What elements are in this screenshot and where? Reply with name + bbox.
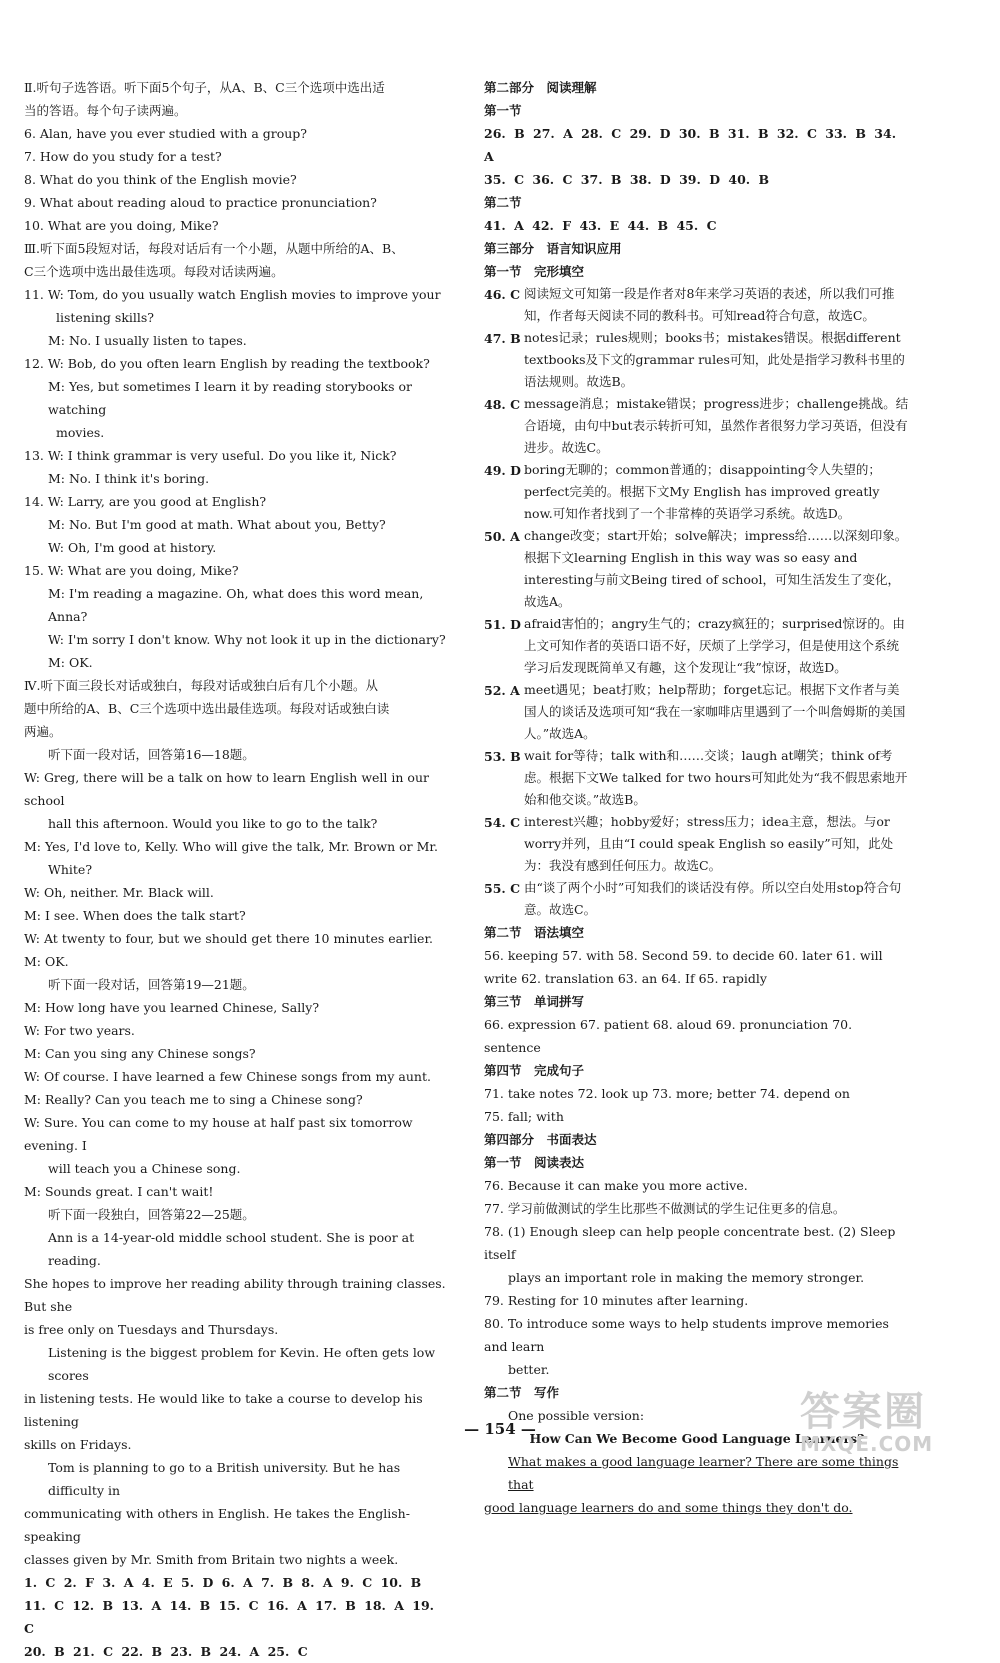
part-4-heading: 第四部分 书面表达 bbox=[484, 1132, 597, 1147]
q15-w2: W: I'm sorry I don't know. Why not look it up in the dictionary? bbox=[48, 632, 446, 647]
answer-row: 11. C 12. B 13. A 14. B 15. C 16. A 17. B 18. A 19. C bbox=[24, 1598, 435, 1636]
q14-w2: W: Oh, I'm good at history. bbox=[48, 540, 217, 555]
item-number: 52. A bbox=[484, 683, 520, 698]
dialogue-2-line: W: Of course. I have learned a few Chinese songs from my aunt. bbox=[24, 1069, 431, 1084]
essay-title: How Can We Become Good Language Learners? bbox=[529, 1431, 865, 1446]
answer-row: 26. B 27. A 28. C 29. D 30. B 31. B 32. C 33. B 34. A bbox=[484, 126, 897, 164]
answer-row: 1. C 2. F 3. A 4. E 5. D 6. A 7. B 8. A 9. C 10. B bbox=[24, 1575, 422, 1590]
section-4-title-cont: 题中所给的A、B、C三个选项中选出最佳选项。每段对话或独白读 bbox=[24, 701, 390, 716]
essay-line: What makes a good language learner? There are some things that bbox=[508, 1454, 899, 1492]
section-4-title-end: 两遍。 bbox=[24, 724, 62, 739]
monologue-intro: 听下面一段独白，回答第22—25题。 bbox=[48, 1207, 255, 1222]
item-number: 51. D bbox=[484, 617, 521, 632]
dialogue-2-intro: 听下面一段对话，回答第19—21题。 bbox=[48, 977, 255, 992]
q12-w: 12. W: Bob, do you often learn English by reading the textbook? bbox=[24, 356, 430, 371]
grammar-answers-cont: write 62. translation 63. an 64. If 65. rapidly bbox=[484, 971, 767, 986]
cloze-item bbox=[484, 525, 910, 613]
watermark-logo bbox=[800, 1389, 990, 1462]
reading-expression-heading: 第一节 阅读表达 bbox=[484, 1155, 585, 1170]
q15-m2: M: OK. bbox=[48, 655, 93, 670]
item-explanation: afraid害怕的；angry生气的；crazy疯狂的；surprised惊讶的。由上文可知作者的英语口语不好，厌烦了上学学习，但是使用这个系统学习后发现既简单又有趣，这个发现让“我”惊讶，故选D。 bbox=[524, 616, 905, 675]
section-3-title: Ⅲ.听下面5段短对话，每段对话后有一个小题，从题中所给的A、B、 bbox=[24, 241, 404, 256]
section-2-title: Ⅱ.听句子选答语。听下面5个句子，从A、B、C三个选项中选出适 bbox=[24, 80, 385, 95]
answer-row: 20. B 21. C 22. B 23. B 24. A 25. C bbox=[24, 1644, 308, 1659]
dialogue-2-line: will teach you a Chinese song. bbox=[48, 1161, 241, 1176]
essay-line: good language learners do and some things they don't do. bbox=[484, 1500, 853, 1515]
right-column bbox=[484, 76, 910, 1519]
dialogue-2-line: M: Can you sing any Chinese songs? bbox=[24, 1046, 256, 1061]
section-2-heading: 第二节 bbox=[484, 195, 522, 210]
complete-answers-cont: 75. fall; with bbox=[484, 1109, 564, 1124]
dialogue-1-line: M: Yes, I'd love to, Kelly. Who will give the talk, Mr. Brown or Mr. bbox=[24, 839, 438, 854]
section-3-title-cont: C三个选项中选出最佳选项。每段对话读两遍。 bbox=[24, 264, 284, 279]
item-number: 48. C bbox=[484, 397, 521, 412]
cloze-item bbox=[484, 393, 910, 459]
section-2-title-cont: 当的答语。每个句子读两遍。 bbox=[24, 103, 187, 118]
item-number: 53. B bbox=[484, 749, 521, 764]
possible-version-label: One possible version: bbox=[508, 1408, 645, 1423]
dialogue-1-line: W: At twenty to four, but we should get there 10 minutes earlier. bbox=[24, 931, 434, 946]
question-10: 10. What are you doing, Mike? bbox=[24, 218, 219, 233]
cloze-item bbox=[484, 811, 910, 877]
question-9: 9. What about reading aloud to practice pronunciation? bbox=[24, 195, 377, 210]
monologue-line: is free only on Tuesdays and Thursdays. bbox=[24, 1322, 279, 1337]
answer-76: 76. Because it can make you more active. bbox=[484, 1178, 748, 1193]
monologue-line: Tom is planning to go to a British university. But he has difficulty in bbox=[48, 1460, 401, 1498]
monologue-line: She hopes to improve her reading ability through training classes. But she bbox=[24, 1276, 446, 1314]
complete-answers: 71. take notes 72. look up 73. more; better 74. depend on bbox=[484, 1086, 850, 1101]
complete-sentences-heading: 第四节 完成句子 bbox=[484, 1063, 585, 1078]
monologue-line: skills on Fridays. bbox=[24, 1437, 132, 1452]
page-number: — 154 — bbox=[464, 1420, 536, 1438]
spelling-answers: 66. expression 67. patient 68. aloud 69. pronunciation 70. sentence bbox=[484, 1017, 853, 1055]
item-number: 50. A bbox=[484, 529, 520, 544]
watermark-url: MXQE.COM bbox=[800, 1432, 934, 1456]
part-3-heading: 第三部分 语言知识应用 bbox=[484, 241, 622, 256]
item-explanation: message消息；mistake错误；progress进步；challenge挑战。结合语境，由句中but表示转折可知，虽然作者很努力学习英语，但没有进步。故选C。 bbox=[524, 396, 909, 455]
item-number: 54. C bbox=[484, 815, 521, 830]
cloze-heading: 第一节 完形填空 bbox=[484, 264, 585, 279]
dialogue-2-line: M: How long have you learned Chinese, Sally? bbox=[24, 1000, 320, 1015]
question-6: 6. Alan, have you ever studied with a group? bbox=[24, 126, 308, 141]
cloze-item bbox=[484, 283, 910, 327]
item-explanation: change改变；start开始；solve解决；impress给……以深刻印象。根据下文learning English in this way was so easy and interesting与前文Being tired of school，可知生活发生了变化，故选A。 bbox=[524, 528, 908, 609]
grammar-answers: 56. keeping 57. with 58. Second 59. to decide 60. later 61. will bbox=[484, 948, 883, 963]
item-number: 49. D bbox=[484, 463, 521, 478]
item-explanation: wait for等待；talk with和……交谈；laugh at嘲笑；think of考虑。根据下文We talked for two hours可知此处为“我不假思索地开始和他交谈。”故选B。 bbox=[524, 748, 908, 807]
writing-heading: 第二节 写作 bbox=[484, 1385, 560, 1400]
answer-78-cont: plays an important role in making the memory stronger. bbox=[508, 1270, 865, 1285]
item-explanation: 由“谈了两个小时”可知我们的谈话没有停。所以空白处用stop符合句意。故选C。 bbox=[524, 880, 902, 917]
dialogue-2-line: M: Sounds great. I can't wait! bbox=[24, 1184, 214, 1199]
monologue-line: classes given by Mr. Smith from Britain two nights a week. bbox=[24, 1552, 399, 1567]
item-explanation: 阅读短文可知第一段是作者对8年来学习英语的表述，所以我们可推知，作者每天阅读不同的教科书。可知read符合句意，故选C。 bbox=[524, 286, 895, 323]
section-4-title: Ⅳ.听下面三段长对话或独白，每段对话或独白后有几个小题。从 bbox=[24, 678, 378, 693]
cloze-item bbox=[484, 327, 910, 393]
dialogue-2-line: M: Really? Can you teach me to sing a Chinese song? bbox=[24, 1092, 363, 1107]
answer-80-cont: better. bbox=[508, 1362, 550, 1377]
dialogue-1-line: hall this afternoon. Would you like to go to the talk? bbox=[48, 816, 378, 831]
cloze-item bbox=[484, 679, 910, 745]
answer-78: 78. (1) Enough sleep can help people concentrate best. (2) Sleep itself bbox=[484, 1224, 896, 1262]
item-explanation: notes记录；rules规则；books书；mistakes错误。根据different textbooks及下文的grammar rules可知，此处是指学习教科书里的语法规则。故选B。 bbox=[524, 330, 905, 389]
dialogue-2-line: W: Sure. You can come to my house at half past six tomorrow evening. I bbox=[24, 1115, 413, 1153]
item-explanation: meet遇见；beat打败；help帮助；forget忘记。根据下文作者与美国人的谈话及选项可知“我在一家咖啡店里遇到了一个叫詹姆斯的美国人。”故选A。 bbox=[524, 682, 906, 741]
dialogue-1-line: White? bbox=[48, 862, 93, 877]
q12-m: M: Yes, but sometimes I learn it by reading storybooks or watching bbox=[48, 379, 412, 417]
cloze-item bbox=[484, 745, 910, 811]
monologue-line: Listening is the biggest problem for Kevin. He often gets low scores bbox=[48, 1345, 436, 1383]
dialogue-1-intro: 听下面一段对话，回答第16—18题。 bbox=[48, 747, 255, 762]
monologue-line: Ann is a 14-year-old middle school student. She is poor at reading. bbox=[48, 1230, 415, 1268]
spelling-heading: 第三节 单词拼写 bbox=[484, 994, 585, 1009]
cloze-item bbox=[484, 613, 910, 679]
answer-77: 77. 学习前做测试的学生比那些不做测试的学生记住更多的信息。 bbox=[484, 1201, 846, 1216]
q12-m-cont: movies. bbox=[56, 425, 105, 440]
dialogue-1-line: M: OK. bbox=[24, 954, 69, 969]
question-8: 8. What do you think of the English movie? bbox=[24, 172, 297, 187]
part-2-heading: 第二部分 阅读理解 bbox=[484, 80, 597, 95]
answer-row: 41. A 42. F 43. E 44. B 45. C bbox=[484, 218, 717, 233]
q15-w: 15. W: What are you doing, Mike? bbox=[24, 563, 239, 578]
answer-80: 80. To introduce some ways to help students improve memories and learn bbox=[484, 1316, 889, 1354]
grammar-heading: 第二节 语法填空 bbox=[484, 925, 585, 940]
cloze-item bbox=[484, 877, 910, 921]
dialogue-2-line: W: For two years. bbox=[24, 1023, 135, 1038]
q11-m: M: No. I usually listen to tapes. bbox=[48, 333, 247, 348]
item-number: 46. C bbox=[484, 287, 521, 302]
q15-m: M: I'm reading a magazine. Oh, what does this word mean, Anna? bbox=[48, 586, 424, 624]
q11-w-cont: listening skills? bbox=[56, 310, 155, 325]
answer-row: 35. C 36. C 37. B 38. D 39. D 40. B bbox=[484, 172, 770, 187]
q13-m: M: No. I think it's boring. bbox=[48, 471, 210, 486]
dialogue-1-line: W: Greg, there will be a talk on how to learn English well in our school bbox=[24, 770, 429, 808]
cloze-item bbox=[484, 459, 910, 525]
q14-w: 14. W: Larry, are you good at English? bbox=[24, 494, 267, 509]
dialogue-1-line: W: Oh, neither. Mr. Black will. bbox=[24, 885, 214, 900]
watermark-text: 答案圈 bbox=[800, 1389, 926, 1435]
item-explanation: boring无聊的；common普通的；disappointing令人失望的；perfect完美的。根据下文My English has improved greatly now.可知作者找到了一个非常棒的英语学习系统。故选D。 bbox=[524, 462, 881, 521]
monologue-line: communicating with others in English. He takes the English-speaking bbox=[24, 1506, 410, 1544]
q11-w: 11. W: Tom, do you usually watch English movies to improve your bbox=[24, 287, 441, 302]
q13-w: 13. W: I think grammar is very useful. Do you like it, Nick? bbox=[24, 448, 397, 463]
monologue-line: in listening tests. He would like to take a course to develop his listening bbox=[24, 1391, 423, 1429]
q14-m: M: No. But I'm good at math. What about you, Betty? bbox=[48, 517, 386, 532]
item-number: 55. C bbox=[484, 881, 521, 896]
item-number: 47. B bbox=[484, 331, 521, 346]
question-7: 7. How do you study for a test? bbox=[24, 149, 222, 164]
section-1-heading: 第一节 bbox=[484, 103, 522, 118]
dialogue-1-line: M: I see. When does the talk start? bbox=[24, 908, 246, 923]
answer-79: 79. Resting for 10 minutes after learning. bbox=[484, 1293, 749, 1308]
item-explanation: interest兴趣；hobby爱好；stress压力；idea主意，想法。与or worry并列，且由“I could speak English so easily”可知，此处为：我没有感到任何压力。故选C。 bbox=[524, 814, 894, 873]
